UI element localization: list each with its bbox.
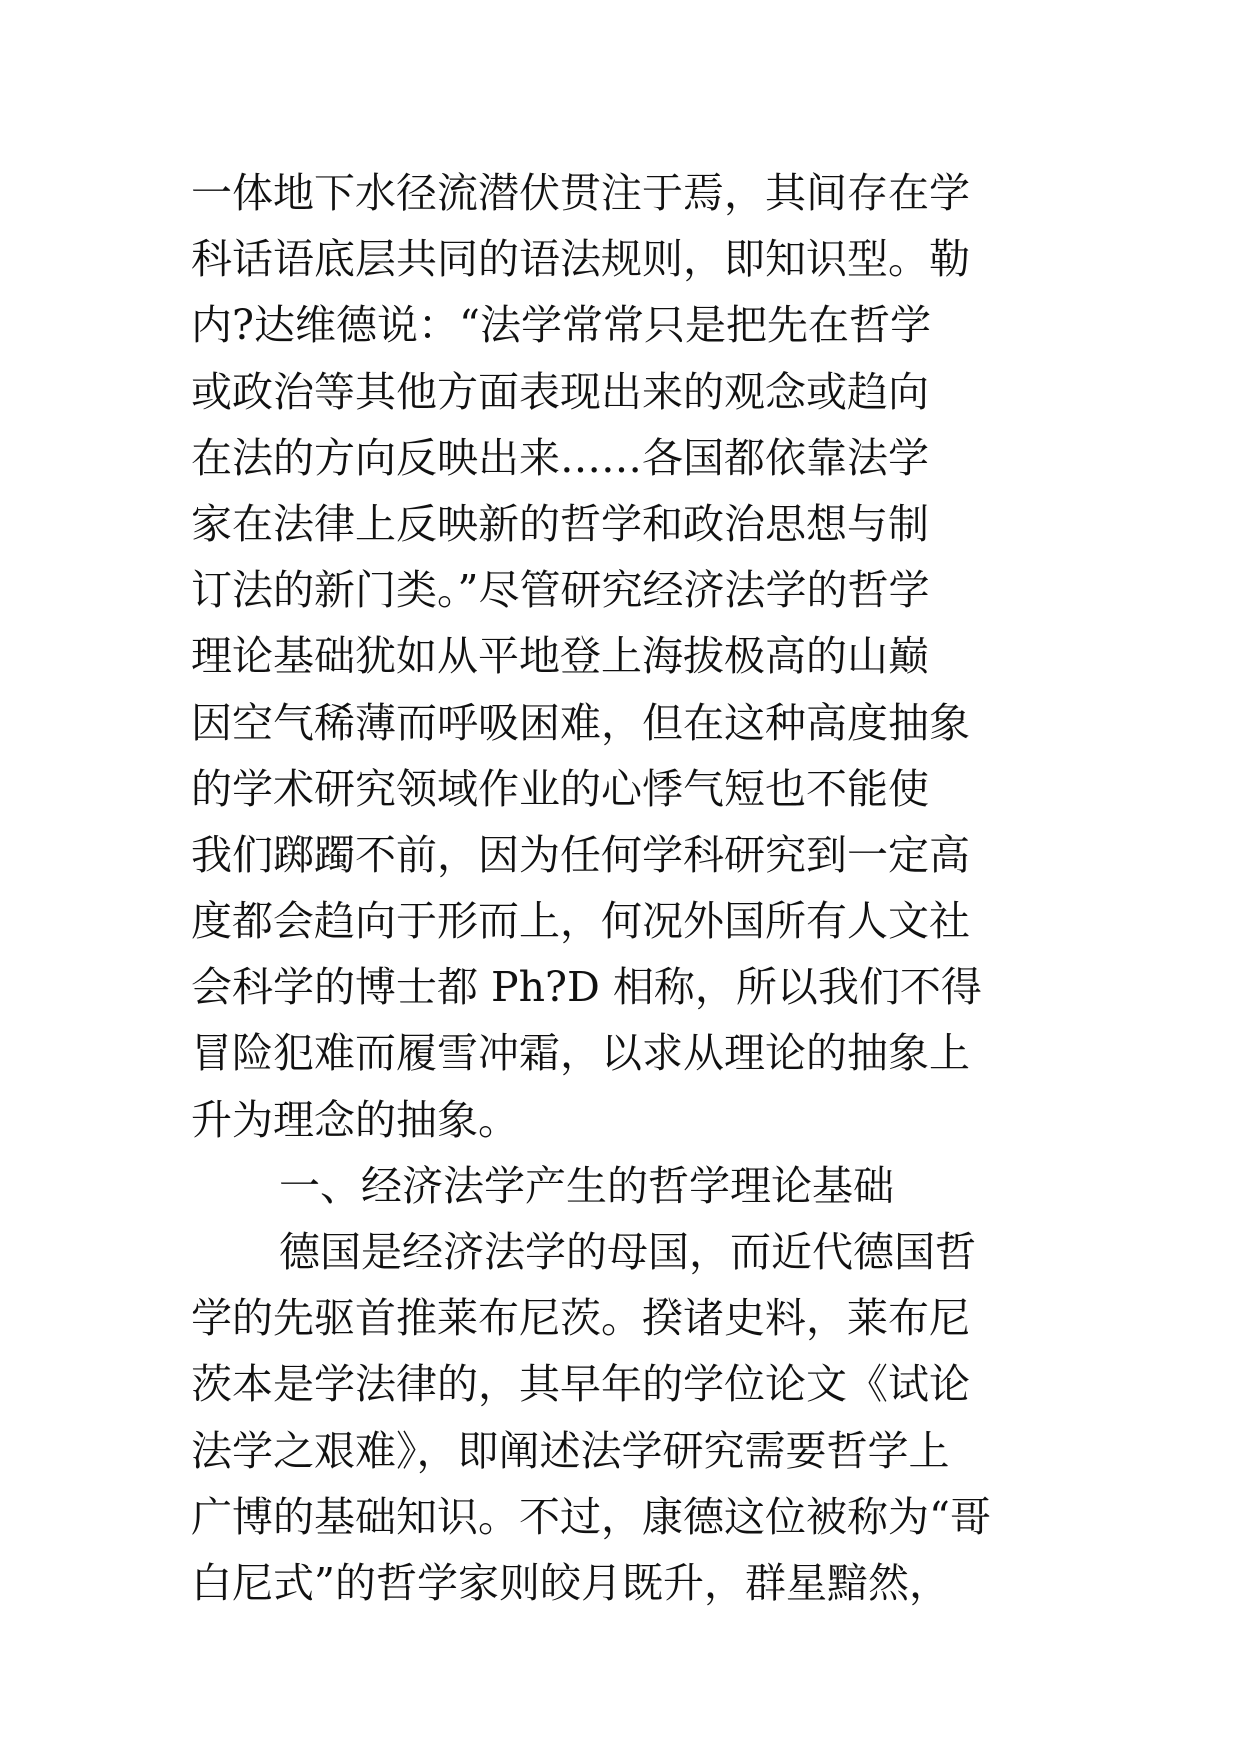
text-line: 的学术研究领域作业的心悸气短也不能使 — [191, 764, 929, 813]
text-line: 理论基础犹如从平地登上海拔极高的山巅 — [191, 632, 929, 681]
text-line: 法学之艰难》，即阐述法学研究需要哲学上 — [191, 1426, 950, 1475]
text-line: 会科学的博士都 Ph?D 相称，所以我们不得 — [191, 963, 982, 1012]
text-line: 内?达维德说：“法学常常只是把先在哲学 — [191, 301, 931, 350]
text-line: 因空气稀薄而呼吸困难，但在这种高度抽象 — [191, 698, 970, 747]
text-line: 或政治等其他方面表现出来的观念或趋向 — [191, 367, 929, 416]
text-line: 白尼式”的哲学家则皎月既升，群星黯然， — [191, 1558, 950, 1607]
section-heading: 一、经济法学产生的哲学理论基础 — [279, 1161, 894, 1210]
text-line: 升为理念的抽象。 — [191, 1095, 519, 1144]
body-text — [191, 160, 1071, 1616]
text-line: 科话语底层共同的语法规则，即知识型。勒 — [191, 235, 970, 284]
text-line: 度都会趋向于形而上，何况外国所有人文社 — [191, 897, 970, 946]
text-line: 学的先驱首推莱布尼茨。揆诸史料，莱布尼 — [191, 1294, 970, 1343]
paragraph-start: 德国是经济法学的母国，而近代德国哲 — [279, 1228, 976, 1276]
text-line: 一体地下水径流潜伏贯注于焉，其间存在学 — [191, 169, 970, 217]
text-line: 订法的新门类。”尽管研究经济法学的哲学 — [191, 566, 930, 615]
text-line: 广博的基础知识。不过，康德这位被称为“哥 — [191, 1492, 991, 1541]
text-line: 我们踯躅不前，因为任何学科研究到一定高 — [191, 830, 970, 879]
text-line: 冒险犯难而履雪冲霜，以求从理论的抽象上 — [191, 1029, 970, 1078]
text-line: 家在法律上反映新的哲学和政治思想与制 — [191, 499, 929, 548]
text-line: 在法的方向反映出来……各国都依靠法学 — [191, 433, 929, 482]
text-line: 茨本是学法律的，其早年的学位论文《试论 — [191, 1360, 970, 1409]
